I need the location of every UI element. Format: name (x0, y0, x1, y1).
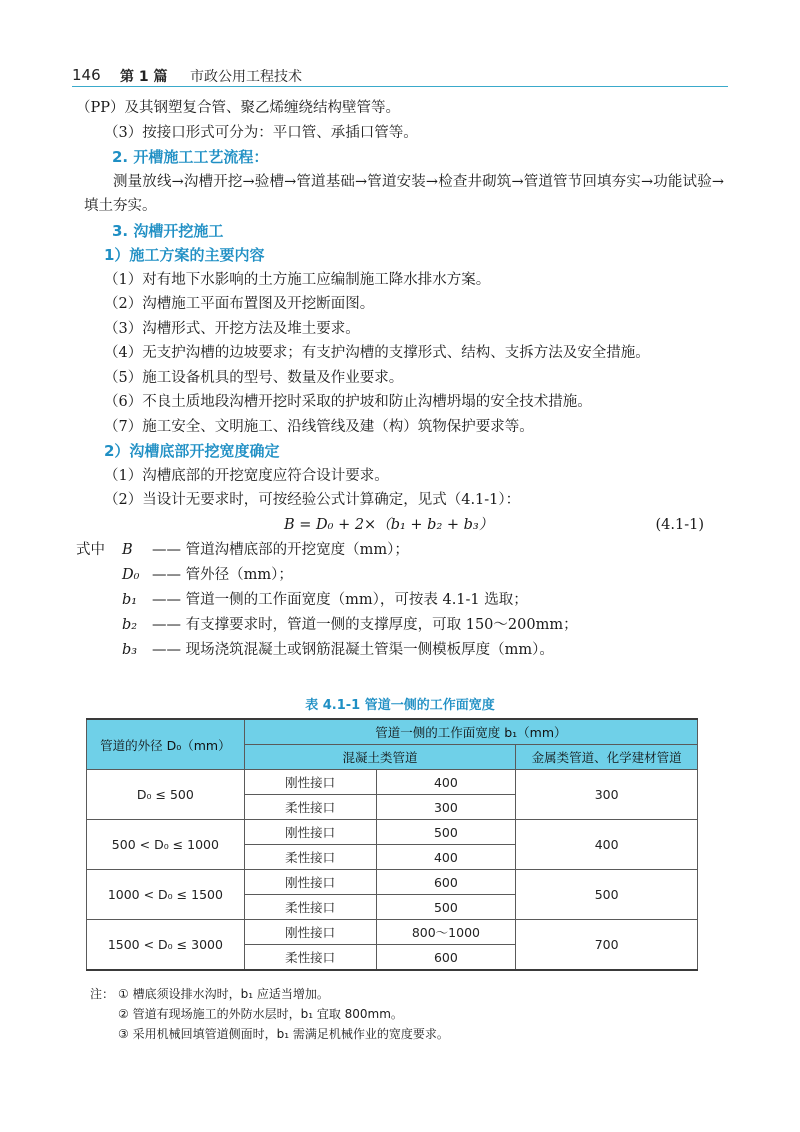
header-rule (72, 86, 728, 87)
note-item (90, 984, 449, 1004)
concrete-width: 600 (376, 945, 516, 971)
note-text: ① 槽底须设排水沟时，b₁ 应适当增加。 (118, 987, 329, 1001)
definition-text: —— 管道一侧的工作面宽度（mm），可按表 4.1-1 选取； (152, 591, 528, 608)
metal-width: 300 (516, 770, 698, 820)
concrete-width: 400 (376, 845, 516, 870)
note-item (118, 1004, 449, 1024)
sub1-item: （1）对有地下水影响的土方施工应编制施工降水排水方案。 (104, 271, 491, 288)
table-row (87, 770, 698, 795)
definition-text: —— 管外径（mm）； (152, 566, 293, 583)
definition-symbol: b₃ (122, 641, 138, 658)
concrete-width: 800～1000 (376, 920, 516, 945)
definition-text: —— 有支撑要求时，管道一侧的支撑厚度，可取 150～200mm； (152, 616, 578, 633)
definition-row (76, 563, 724, 588)
definition-text: —— 现场浇筑混凝土或钢筋混凝土管渠一侧模板厚度（mm）。 (152, 641, 554, 658)
definition-row (76, 638, 724, 663)
concrete-width: 300 (376, 795, 516, 820)
joint-type: 刚性接口 (244, 920, 376, 945)
part-label: 第 1 篇 (120, 69, 168, 85)
header-concrete: 混凝土类管道 (244, 745, 516, 770)
range-cell: D₀ ≤ 500 (87, 770, 245, 820)
definition-row (76, 613, 724, 638)
sub1-item: （7）施工安全、文明施工、沿线管线及建（构）筑物保护要求等。 (104, 418, 534, 435)
concrete-width: 400 (376, 770, 516, 795)
section-2-heading: 2. 开槽施工工艺流程： (112, 148, 269, 166)
joint-type: 柔性接口 (244, 845, 376, 870)
joint-type: 柔性接口 (244, 795, 376, 820)
header-metal: 金属类管道、化学建材管道 (516, 745, 698, 770)
sub2-heading: 2）沟槽底部开挖宽度确定 (104, 442, 280, 460)
range-cell: 1500 < D₀ ≤ 3000 (87, 920, 245, 971)
table-notes (90, 984, 449, 1044)
range-cell: 500 < D₀ ≤ 1000 (87, 820, 245, 870)
joint-type: 柔性接口 (244, 945, 376, 971)
table-caption: 表 4.1-1 管道一侧的工作面宽度 (305, 698, 495, 713)
definition-row (76, 538, 724, 563)
definition-text: —— 管道沟槽底部的开挖宽度（mm）； (152, 541, 409, 558)
concrete-width: 500 (376, 895, 516, 920)
note-text: ② 管道有现场施工的外防水层时，b₁ 宜取 800mm。 (118, 1007, 403, 1021)
concrete-width: 600 (376, 870, 516, 895)
definition-symbol: b₂ (122, 616, 138, 633)
sub1-item: （4）无支护沟槽的边坡要求；有支护沟槽的支撑形式、结构、支拆方法及安全措施。 (104, 345, 650, 361)
joint-type: 柔性接口 (244, 895, 376, 920)
definition-row (76, 588, 724, 613)
formula (84, 513, 724, 538)
table-row (87, 870, 698, 895)
range-cell: 1000 < D₀ ≤ 1500 (87, 870, 245, 920)
sub2-item: （2）当设计无要求时，可按经验公式计算确定，见式（4.1-1）： (104, 492, 521, 508)
note-item (118, 1024, 449, 1044)
table-row (87, 920, 698, 945)
header-work-width: 管道一侧的工作面宽度 b₁（mm） (244, 719, 697, 745)
metal-width: 400 (516, 820, 698, 870)
book-title: 市政公用工程技术 (190, 69, 302, 85)
definition-symbol: D₀ (122, 566, 140, 583)
metal-width: 700 (516, 920, 698, 971)
section-3-heading: 3. 沟槽开挖施工 (112, 221, 224, 240)
page-header (72, 62, 728, 88)
joint-type: 刚性接口 (244, 820, 376, 845)
definition-lead: 式中 (76, 541, 105, 558)
sub2-item: （1）沟槽底部的开挖宽度应符合设计要求。 (104, 467, 389, 484)
sub1-item: （3）沟槽形式、开挖方法及堆土要求。 (104, 320, 360, 337)
sub1-heading: 1）施工方案的主要内容 (104, 246, 265, 264)
formula-number: (4.1-1) (655, 516, 704, 533)
notes-label: 注： (90, 987, 115, 1001)
intro-pp-line: （PP）及其钢塑复合管、聚乙烯缠绕结构壁管等。 (76, 100, 401, 116)
metal-width: 500 (516, 870, 698, 920)
sub1-item: （6）不良土质地段沟槽开挖时采取的护坡和防止沟槽坍塌的安全技术措施。 (104, 394, 592, 410)
section-2-text: 测量放线→沟槽开挖→验槽→管道基础→管道安装→检查井砌筑→管道管节回填夯实→功能试验→填土夯实。 (84, 173, 724, 214)
main-text (76, 96, 724, 663)
formula-equation: B = D₀ + 2×（b₁ + b₂ + b₃） (284, 516, 494, 533)
intro-item-3: （3）按接口形式可分为：平口管、承插口管等。 (104, 124, 418, 141)
page-number: 146 (72, 66, 101, 84)
joint-type: 刚性接口 (244, 770, 376, 795)
definition-symbol: B (122, 541, 133, 558)
sub1-item: （5）施工设备机具的型号、数量及作业要求。 (104, 369, 404, 386)
joint-type: 刚性接口 (244, 870, 376, 895)
note-text: ③ 采用机械回填管道侧面时，b₁ 需满足机械作业的宽度要求。 (118, 1027, 449, 1041)
table-row (87, 820, 698, 845)
work-width-table (86, 718, 698, 971)
concrete-width: 500 (376, 820, 516, 845)
definition-symbol: b₁ (122, 591, 138, 608)
header-outer-diameter: 管道的外径 D₀（mm） (87, 719, 245, 770)
sub1-item: （2）沟槽施工平面布置图及开挖断面图。 (104, 296, 375, 312)
